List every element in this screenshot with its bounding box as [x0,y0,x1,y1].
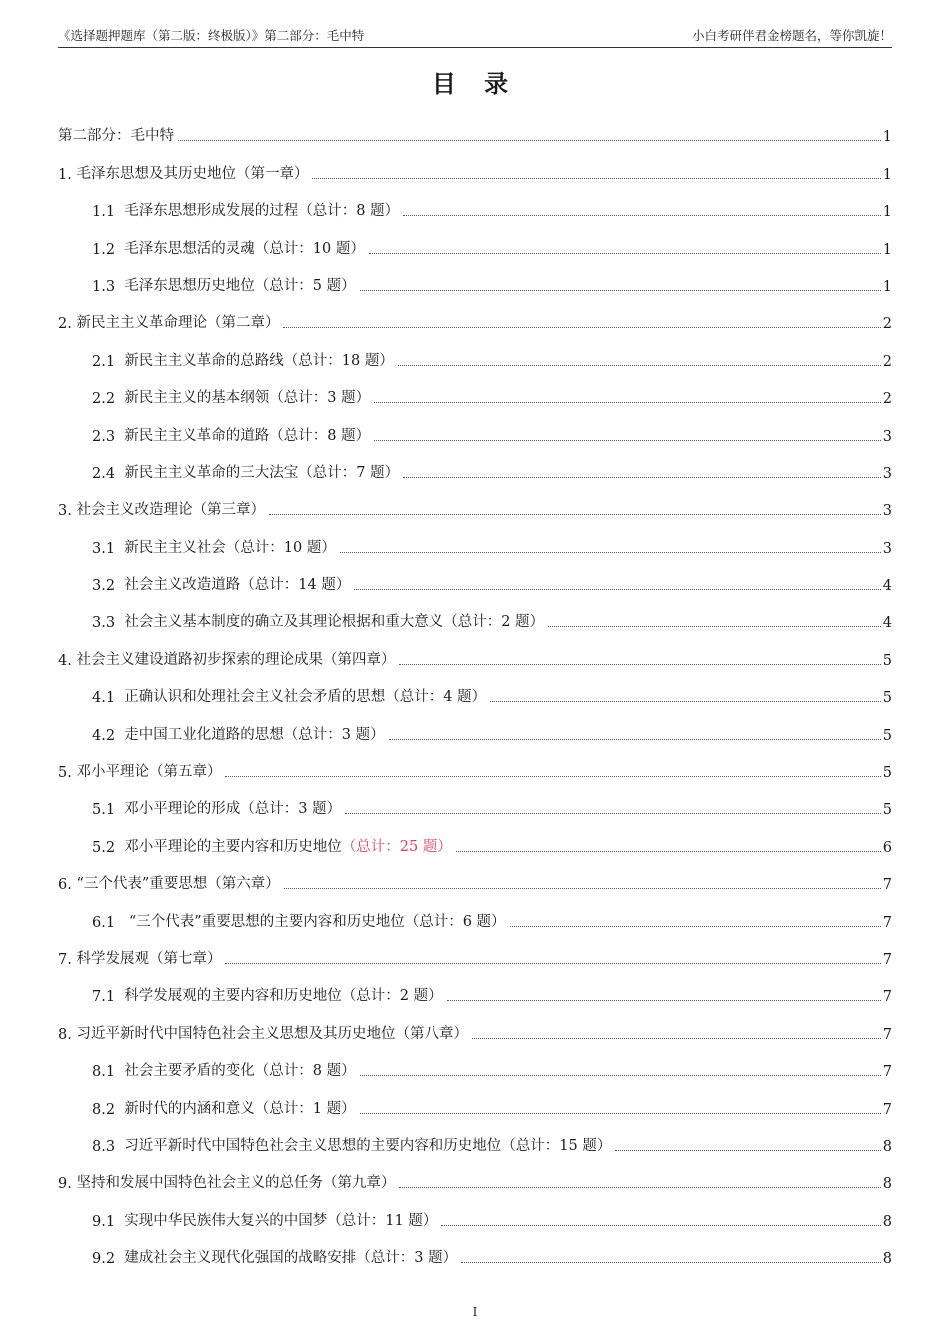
toc-section-entry[interactable] [58,1230,892,1267]
toc-entry-page-number: 3 [882,465,892,482]
toc-entry-page-number: 5 [882,690,892,707]
toc-section-entry[interactable] [58,669,892,706]
table-of-contents [58,108,892,1267]
toc-chapter-entry[interactable] [58,1155,892,1192]
toc-entry-question-count: （总计：3 题） [283,726,385,743]
toc-entry-label: 毛泽东思想形成发展的过程 [124,203,299,220]
toc-entry-question-count: （总计：14 题） [240,577,351,594]
toc-dot-leader [369,253,881,254]
toc-chapter-entry[interactable] [58,1005,892,1042]
toc-entry-label: 新民主主义的基本纲领 [124,390,270,407]
toc-entry-question-count: （总计：15 题） [501,1137,612,1154]
toc-section-entry[interactable] [58,706,892,743]
toc-entry-number: 3. [58,503,77,520]
toc-entry-question-count: （总计：3 题） [356,1250,458,1267]
toc-entry-label: 新民主主义革命的道路 [124,427,270,444]
toc-entry-question-count: （总计：18 题） [283,352,394,369]
toc-dot-leader [374,402,881,403]
toc-dot-leader [456,851,881,852]
toc-entry-page-number: 7 [882,1026,892,1043]
toc-entry-page-number: 4 [882,578,892,595]
toc-entry-label: 邓小平理论的形成 [124,801,241,818]
toc-entry-number: 2.4 [92,465,125,482]
toc-section-entry[interactable] [58,1118,892,1155]
toc-entry-page-number: 1 [882,241,892,258]
toc-entry-label: 坚持和发展中国特色社会主义的总任务（第九章） [76,1175,396,1192]
toc-dot-leader [472,1038,881,1039]
toc-entry-number: 5.2 [92,839,125,856]
toc-entry-page-number: 5 [882,652,892,669]
toc-entry-label: 邓小平理论（第五章） [76,764,222,781]
toc-entry-label: 新民主主义社会 [124,539,226,556]
toc-entry-page-number: 3 [882,540,892,557]
toc-entry-question-count: （总计：5 题） [254,277,356,294]
toc-entry-label: 社会主义改造理论（第三章） [76,502,265,519]
toc-dot-leader [178,140,881,141]
toc-section-entry[interactable] [58,968,892,1005]
toc-entry-label: 毛泽东思想活的灵魂 [124,240,255,257]
toc-section-entry[interactable] [58,370,892,407]
toc-entry-number: 9.2 [92,1251,125,1268]
toc-entry-question-count: （总计：2 题） [443,614,545,631]
toc-dot-leader [389,739,881,740]
toc-dot-leader [398,365,881,366]
header-slogan: 小白考研伴君金榜题名，等你凯旋！ [691,28,892,43]
toc-dot-leader [510,926,881,927]
toc-entry-question-count: （总计：3 题） [269,390,371,407]
toc-dot-leader [403,215,881,216]
toc-entry-page-number: 8 [882,1213,892,1230]
toc-entry-page-number: 1 [882,166,892,183]
toc-section-entry[interactable] [58,407,892,444]
toc-entry-question-count: （总计：25 题） [341,838,452,855]
toc-dot-leader [615,1150,880,1151]
toc-entry-number: 3.3 [92,615,125,632]
toc-entry-page-number: 3 [882,503,892,520]
toc-entry-page-number: 6 [882,839,892,856]
toc-dot-leader [312,178,880,179]
toc-entry-label: 走中国工业化道路的思想 [124,726,284,743]
toc-entry-label: “三个代表”重要思想的主要内容和历史地位 [128,913,405,930]
toc-entry-question-count: （总计：1 题） [254,1100,356,1117]
toc-section-entry[interactable] [58,332,892,369]
toc-entry-number: 2. [58,316,77,333]
toc-entry-page-number: 7 [882,1101,892,1118]
toc-entry-number: 2.1 [92,353,125,370]
toc-dot-leader [283,327,880,328]
toc-entry-page-number: 1 [882,129,892,146]
toc-entry-label: 实现中华民族伟大复兴的中国梦 [124,1212,328,1229]
toc-entry-label: 社会主义基本制度的确立及其理论根据和重大意义 [124,614,444,631]
toc-entry-label: 科学发展观（第七章） [76,950,222,967]
toc-entry-question-count: （总计：10 题） [225,539,336,556]
toc-entry-question-count: （总计：8 题） [269,427,371,444]
page-number: I [472,1305,478,1319]
toc-entry-label: “三个代表”重要思想（第六章） [76,876,280,893]
toc-entry-page-number: 7 [882,914,892,931]
toc-entry-question-count: （总计：2 题） [341,988,443,1005]
toc-section-entry[interactable] [58,220,892,257]
toc-chapter-entry[interactable] [58,482,892,519]
toc-dot-leader [403,477,881,478]
toc-chapter-entry[interactable] [58,744,892,781]
toc-entry-number: 9.1 [92,1213,125,1230]
toc-section-entry[interactable] [58,557,892,594]
toc-entry-number: 6. [58,877,77,894]
toc-entry-page-number: 7 [882,1064,892,1081]
toc-dot-leader [225,776,880,777]
toc-entry-page-number: 7 [882,989,892,1006]
toc-entry-number: 9. [58,1176,77,1193]
toc-entry-page-number: 2 [882,316,892,333]
toc-entry-page-number: 5 [882,727,892,744]
toc-dot-leader [284,888,881,889]
toc-dot-leader [360,1075,881,1076]
toc-entry-label: 社会主义改造道路 [124,577,241,594]
toc-entry-question-count: （总计：6 题） [404,913,506,930]
toc-entry-label: 习近平新时代中国特色社会主义思想及其历史地位（第八章） [76,1025,468,1042]
toc-entry-number: 8. [58,1026,77,1043]
toc-entry-question-count: （总计：8 题） [254,1063,356,1080]
toc-entry-page-number: 8 [882,1176,892,1193]
toc-section-entry[interactable] [58,1043,892,1080]
toc-entry-number: 5.1 [92,802,125,819]
toc-chapter-entry[interactable] [58,295,892,332]
toc-entry-label: 建成社会主义现代化强国的战略安排 [124,1250,357,1267]
toc-entry-page-number: 1 [882,204,892,221]
toc-entry-page-number: 8 [882,1138,892,1155]
toc-entry-question-count: （总计：8 题） [298,203,400,220]
toc-entry-question-count: （总计：4 题） [385,689,487,706]
toc-entry-label: 正确认识和处理社会主义社会矛盾的思想 [124,689,386,706]
toc-entry-question-count: （总计：3 题） [240,801,342,818]
header-document-title: 《选择题押题库（第二版：终极版）》第二部分：毛中特 [58,28,365,43]
toc-section-entry[interactable] [58,445,892,482]
toc-entry-number: 1. [58,166,77,183]
toc-entry-label: 习近平新时代中国特色社会主义思想的主要内容和历史地位 [124,1137,502,1154]
toc-entry-number: 8.1 [92,1064,125,1081]
toc-section-entry[interactable] [58,594,892,631]
page-header [58,22,892,48]
toc-chapter-entry[interactable] [58,145,892,182]
toc-entry-label: 新民主主义革命的总路线 [124,352,284,369]
toc-entry-page-number: 2 [882,353,892,370]
toc-entry-number: 1.1 [92,204,125,221]
toc-entry-label: 毛泽东思想及其历史地位（第一章） [76,165,309,182]
toc-section-entry[interactable] [58,258,892,295]
toc-dot-leader [354,589,880,590]
toc-entry-label: 社会主要矛盾的变化 [124,1063,255,1080]
toc-entry-page-number: 3 [882,428,892,445]
toc-entry-page-number: 4 [882,615,892,632]
toc-chapter-entry[interactable] [58,631,892,668]
toc-section-entry[interactable] [58,519,892,556]
toc-entry-label: 第二部分：毛中特 [58,128,174,145]
toc-entry-number: 3.2 [92,578,125,595]
toc-entry-label: 新民主主义革命理论（第二章） [76,315,280,332]
toc-entry-label: 科学发展观的主要内容和历史地位 [124,988,342,1005]
toc-dot-leader [225,963,880,964]
toc-entry-label: 邓小平理论的主要内容和历史地位 [124,838,342,855]
toc-dot-leader [548,626,881,627]
toc-entry-label: 新民主主义革命的三大法宝 [124,464,299,481]
toc-entry-page-number: 7 [882,877,892,894]
toc-entry-number: 1.3 [92,278,125,295]
toc-entry-number: 5. [58,765,77,782]
toc-dot-leader [399,664,880,665]
toc-entry-number: 4.1 [92,690,125,707]
toc-entry-page-number: 7 [882,951,892,968]
toc-entry-number: 4.2 [92,727,125,744]
toc-entry-number: 3.1 [92,540,125,557]
toc-section-entry[interactable] [58,1192,892,1229]
toc-section-entry[interactable] [58,183,892,220]
toc-entry-number: 1.2 [92,241,125,258]
toc-entry-page-number: 1 [882,278,892,295]
toc-dot-leader [461,1262,881,1263]
toc-dot-leader [340,552,881,553]
toc-entry-number: 8.3 [92,1138,125,1155]
toc-entry-page-number: 8 [882,1251,892,1268]
toc-section-entry[interactable] [58,818,892,855]
toc-dot-leader [374,440,881,441]
toc-section-entry[interactable] [58,781,892,818]
toc-entry-number: 7.1 [92,989,125,1006]
toc-section-entry[interactable] [58,893,892,930]
toc-section-entry[interactable] [58,1080,892,1117]
toc-entry-question-count: （总计：7 题） [298,464,400,481]
toc-dot-leader [441,1225,880,1226]
toc-dot-leader [447,1000,881,1001]
toc-dot-leader [360,1113,881,1114]
toc-dot-leader [345,813,881,814]
toc-entry-number: 7. [58,951,77,968]
toc-dot-leader [399,1187,880,1188]
toc-dot-leader [360,290,881,291]
toc-entry-label: 新时代的内涵和意义 [124,1100,255,1117]
toc-dot-leader [490,701,881,702]
toc-entry-page-number: 2 [882,391,892,408]
toc-title: 目 录 [431,70,519,98]
toc-chapter-entry[interactable] [58,856,892,893]
toc-entry-number: 6.1 [92,914,129,931]
toc-entry-number: 8.2 [92,1101,125,1118]
toc-entry-page-number: 5 [882,765,892,782]
toc-entry-question-count: （总计：11 题） [327,1212,438,1229]
toc-entry-question-count: （总计：10 题） [254,240,365,257]
toc-entry-number: 2.3 [92,428,125,445]
toc-entry-number: 4. [58,652,77,669]
toc-dot-leader [269,514,881,515]
toc-chapter-entry[interactable] [58,931,892,968]
toc-chapter-entry[interactable] [58,108,892,145]
toc-entry-page-number: 5 [882,802,892,819]
toc-entry-label: 毛泽东思想历史地位 [124,277,255,294]
toc-entry-number: 2.2 [92,391,125,408]
toc-entry-label: 社会主义建设道路初步探索的理论成果（第四章） [76,651,396,668]
